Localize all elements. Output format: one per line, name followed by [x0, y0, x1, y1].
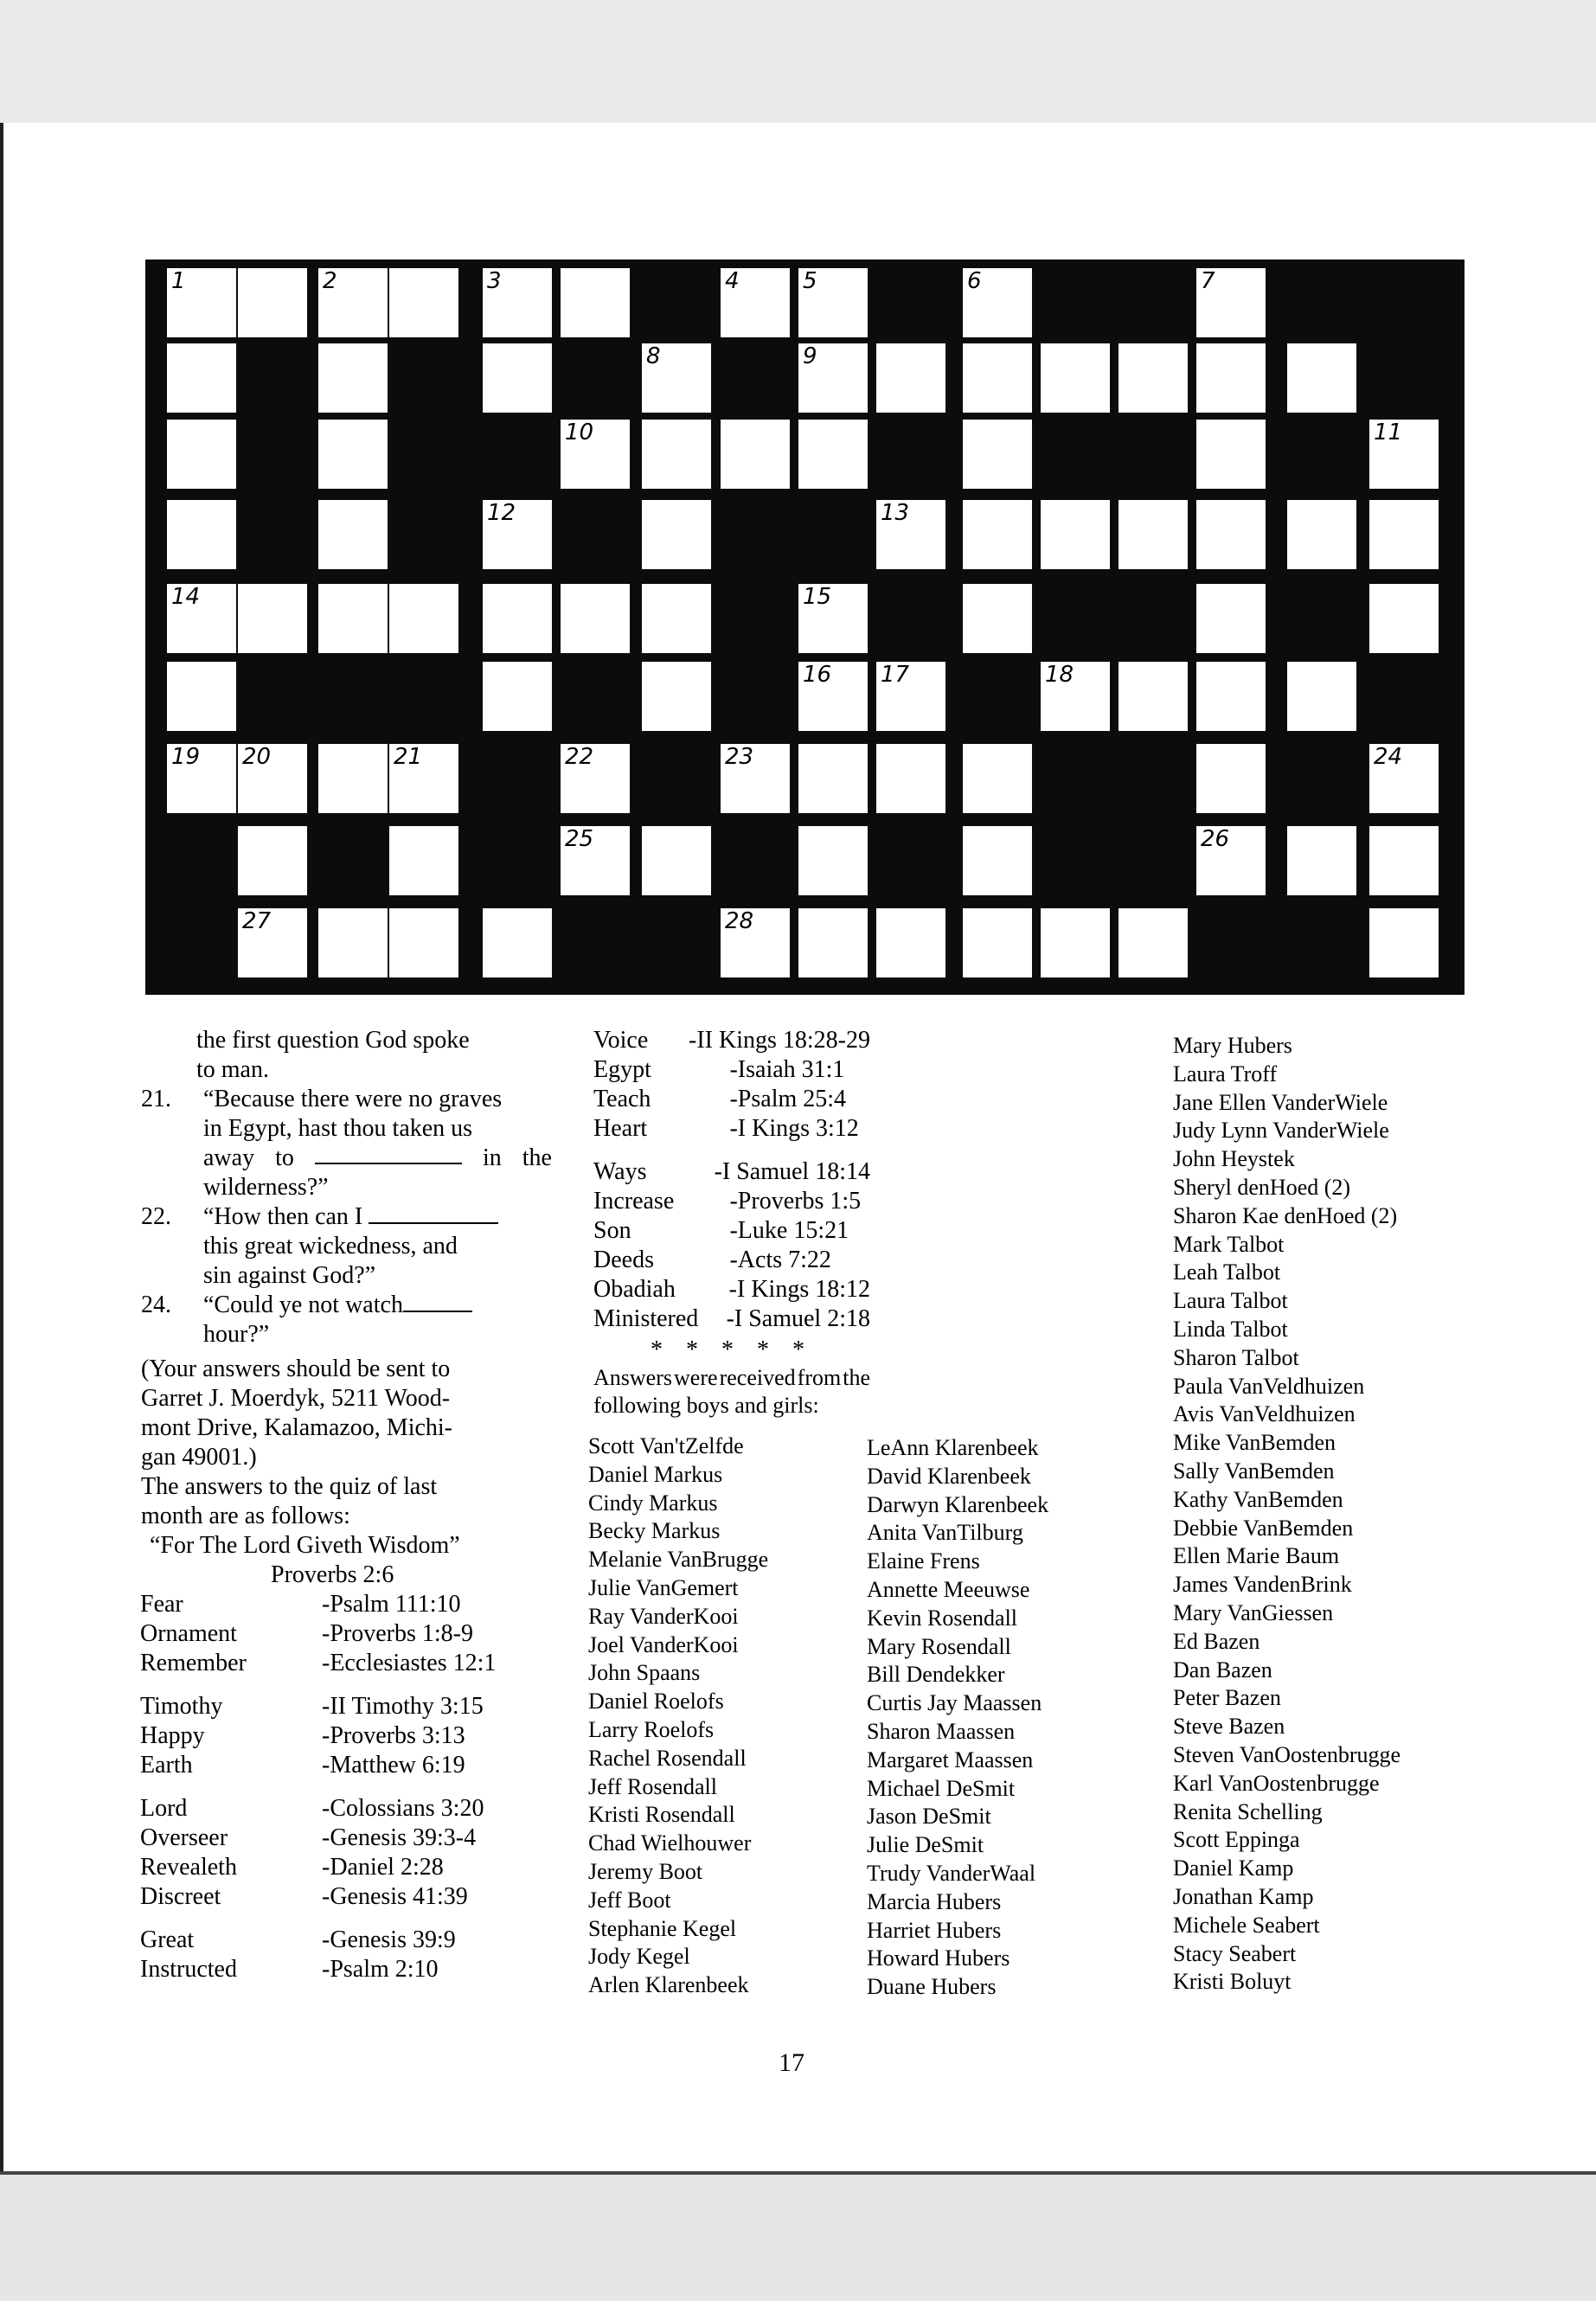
crossword-cell[interactable]: [963, 420, 1032, 489]
crossword-cell[interactable]: [642, 662, 711, 731]
crossword-cell[interactable]: [1118, 343, 1188, 413]
clue-number: 25: [565, 826, 594, 852]
quiz-answer-row: [593, 1157, 870, 1187]
page-number: 17: [779, 2048, 804, 2077]
crossword-cell[interactable]: [318, 268, 388, 337]
participant-name: Steve Bazen: [1173, 1714, 1285, 1740]
clue-number: 26: [1201, 826, 1230, 852]
crossword-cell[interactable]: [1287, 500, 1356, 569]
scripture-reference: -Daniel 2:28: [322, 1854, 444, 1881]
participant-name: Avis VanVeldhuizen: [1173, 1401, 1356, 1427]
scripture-reference: -Isaiah 31:1: [729, 1056, 845, 1083]
crossword-cell[interactable]: [238, 584, 307, 653]
participant-name: Ellen Marie Baum: [1173, 1543, 1340, 1569]
participant-name: Darwyn Klarenbeek: [867, 1491, 1049, 1517]
quiz-answer-row: [140, 1751, 552, 1780]
answer-word: Remember: [140, 1650, 247, 1676]
clue-21-line: away to in the: [203, 1144, 552, 1171]
participant-name: Arlen Klarenbeek: [588, 1972, 749, 1998]
participant-name: Sharon Talbot: [1173, 1344, 1299, 1370]
quiz-answer-row: [593, 1085, 870, 1114]
quiz-answer-row: [140, 1853, 552, 1882]
participant-name: Rachel Rosendall: [588, 1745, 747, 1771]
quiz-answer-row: [140, 1794, 552, 1823]
clue-number: 8: [646, 343, 661, 369]
clue-22-line: sin against God?”: [203, 1262, 376, 1289]
scripture-reference: -Psalm 2:10: [322, 1956, 439, 1983]
participant-name: Scott Eppinga: [1173, 1827, 1300, 1853]
participant-name: Bill Dendekker: [867, 1662, 1005, 1688]
crossword-cell[interactable]: [1041, 500, 1110, 569]
scripture-reference: -II Kings 18:28-29: [689, 1027, 870, 1054]
clue-number: 3: [487, 268, 502, 294]
participant-name: Linda Talbot: [1173, 1316, 1288, 1342]
quiz-answer-list: [140, 1590, 552, 1984]
participant-name: James VandenBrink: [1173, 1572, 1352, 1598]
clue-22-line: 22. “How then can I: [141, 1202, 552, 1232]
participant-name: Ed Bazen: [1173, 1628, 1260, 1654]
crossword-cell[interactable]: [963, 584, 1032, 653]
participant-name: Mary Hubers: [1173, 1033, 1292, 1058]
crossword-cell[interactable]: [1041, 662, 1110, 731]
answer-word: Heart: [593, 1115, 648, 1142]
participant-name: Marcia Hubers: [867, 1888, 1002, 1914]
crossword-cell[interactable]: [318, 500, 388, 569]
crossword-cell[interactable]: [963, 744, 1032, 813]
crossword-cell[interactable]: [483, 584, 552, 653]
address-line: (Your answers should be sent to: [141, 1356, 451, 1382]
scripture-reference: -Genesis 39:9: [322, 1926, 456, 1953]
participant-name: John Spaans: [588, 1660, 701, 1686]
participant-name: Melanie VanBrugge: [588, 1547, 769, 1573]
crossword-cell[interactable]: [798, 584, 868, 653]
crossword-cell[interactable]: [798, 826, 868, 895]
participant-name: Cindy Markus: [588, 1490, 718, 1516]
crossword-cell[interactable]: [876, 500, 945, 569]
answer-word: Egypt: [593, 1056, 651, 1083]
quiz-answer-row: [140, 1590, 552, 1619]
participant-name: Sharon Kae denHoed (2): [1173, 1202, 1398, 1228]
participant-name: Sharon Maassen: [867, 1718, 1016, 1744]
answer-blank: [403, 1292, 472, 1312]
clue-number: 28: [725, 908, 754, 934]
quiz-title: “For The Lord Giveth Wisdom”: [150, 1532, 460, 1559]
name-list: [1173, 1032, 1401, 1997]
answer-word: Ornament: [140, 1620, 237, 1647]
crossword-cell[interactable]: [1041, 343, 1110, 413]
crossword-cell[interactable]: [1196, 500, 1266, 569]
participant-name: Jane Ellen VanderWiele: [1173, 1089, 1388, 1115]
crossword-cell[interactable]: [1196, 268, 1266, 337]
quiz-answer-row: [593, 1026, 870, 1055]
participant-name: Debbie VanBemden: [1173, 1515, 1354, 1541]
clues-column: [141, 1026, 552, 1984]
participant-name: Curtis Jay Maassen: [867, 1690, 1042, 1716]
clue-number: 5: [803, 268, 817, 294]
crossword-cell[interactable]: [561, 826, 630, 895]
crossword-cell[interactable]: [721, 908, 790, 977]
crossword-cell[interactable]: [1287, 343, 1356, 413]
crossword-grid: [145, 260, 1465, 995]
clue-number: 27: [242, 908, 272, 934]
clue-21-line: 21. “Because there were no graves: [141, 1086, 503, 1112]
scan-margin-bottom: [0, 2175, 1596, 2301]
scripture-reference: -Genesis 41:39: [322, 1883, 468, 1910]
answer-blank: [369, 1203, 498, 1224]
answer-word: Voice: [593, 1027, 649, 1054]
participant-name: Mike VanBemden: [1173, 1430, 1336, 1456]
crossword-cell[interactable]: [1196, 744, 1266, 813]
participant-name: Kristi Rosendall: [588, 1802, 735, 1828]
answer-word: Ways: [593, 1158, 647, 1185]
crossword-cell[interactable]: [1287, 826, 1356, 895]
answer-word: Ministered: [593, 1305, 699, 1332]
participant-name: Judy Lynn VanderWiele: [1173, 1118, 1389, 1144]
participant-name: Steven VanOostenbrugge: [1173, 1741, 1401, 1767]
scripture-reference: -I Kings 3:12: [729, 1115, 859, 1142]
clue-number: 17: [881, 662, 910, 688]
participant-name: Ray VanderKooi: [588, 1603, 739, 1629]
participant-name: Daniel Markus: [588, 1461, 723, 1487]
participant-name: Larry Roelofs: [588, 1716, 715, 1742]
clue-number: 14: [171, 584, 201, 610]
crossword-cell[interactable]: [963, 268, 1032, 337]
crossword-cell[interactable]: [167, 420, 236, 489]
participant-name: Sally VanBemden: [1173, 1458, 1335, 1484]
clue-number: 1: [171, 268, 186, 294]
clue-number: 15: [803, 584, 832, 610]
participant-name: Chad Wielhouwer: [588, 1830, 752, 1856]
crossword-cell[interactable]: [798, 420, 868, 489]
participant-name: Paula VanVeldhuizen: [1173, 1373, 1365, 1399]
scripture-reference: -Proverbs 1:5: [729, 1188, 862, 1215]
quiz-answer-row: [140, 1649, 552, 1678]
answers-column: [593, 1026, 870, 1419]
crossword-cell[interactable]: [963, 500, 1032, 569]
clue-number: 22: [565, 744, 594, 770]
crossword-cell[interactable]: [642, 343, 711, 413]
name-list: [588, 1433, 768, 2000]
quiz-answer-row: [593, 1216, 870, 1246]
participant-name: Becky Markus: [588, 1518, 721, 1544]
crossword-cell[interactable]: [798, 268, 868, 337]
participant-name: LeAnn Klarenbeek: [867, 1435, 1039, 1460]
scripture-reference: -I Samuel 18:14: [714, 1158, 870, 1185]
participant-name: Elaine Frens: [867, 1548, 980, 1574]
clue-24-line: hour?”: [203, 1321, 270, 1348]
answer-word: Deeds: [593, 1247, 654, 1273]
participant-name: Laura Talbot: [1173, 1288, 1288, 1314]
participant-name: Laura Troff: [1173, 1061, 1278, 1086]
crossword-cell[interactable]: [798, 908, 868, 977]
answer-word: Increase: [593, 1188, 675, 1215]
crossword-cell[interactable]: [483, 662, 552, 731]
crossword-cell[interactable]: [876, 744, 945, 813]
quiz-answer-row: [593, 1275, 870, 1304]
clue-intro-line: to man.: [196, 1056, 269, 1083]
crossword-cell[interactable]: [167, 584, 236, 653]
participant-name: Dan Bazen: [1173, 1657, 1272, 1682]
participant-name: Mary Rosendall: [867, 1633, 1011, 1659]
participant-name: Annette Meeuwse: [867, 1576, 1030, 1602]
crossword-cell[interactable]: [1369, 420, 1439, 489]
crossword-cell[interactable]: [1041, 908, 1110, 977]
scripture-reference: -I Kings 18:12: [728, 1276, 870, 1303]
participant-name: Jeff Boot: [588, 1887, 671, 1913]
crossword-cell[interactable]: [642, 500, 711, 569]
quiz-answer-row: [593, 1246, 870, 1275]
participant-name: Daniel Kamp: [1173, 1856, 1294, 1881]
answer-word: Teach: [593, 1086, 651, 1112]
clue-number: 13: [881, 500, 910, 526]
crossword-cell[interactable]: [1196, 343, 1266, 413]
crossword-cell[interactable]: [1369, 744, 1439, 813]
participant-name: Karl VanOostenbrugge: [1173, 1770, 1380, 1796]
participant-name: Duane Hubers: [867, 1974, 997, 2000]
scripture-reference: -Genesis 39:3-4: [322, 1824, 477, 1851]
quiz-answer-row: [140, 1882, 552, 1912]
clue-number: 18: [1045, 662, 1074, 688]
crossword-cell[interactable]: [167, 500, 236, 569]
crossword-cell[interactable]: [1196, 662, 1266, 731]
crossword-cell[interactable]: [798, 343, 868, 413]
answer-word: Great: [140, 1926, 195, 1953]
scripture-reference: -Ecclesiastes 12:1: [322, 1650, 497, 1676]
clue-number: 21: [394, 744, 423, 770]
quiz-answer-row: [140, 1823, 552, 1853]
quiz-answer-row: [593, 1304, 870, 1334]
received-intro-line: following boys and girls:: [593, 1393, 819, 1418]
scripture-reference: -I Samuel 2:18: [726, 1305, 870, 1332]
crossword-cell[interactable]: [561, 744, 630, 813]
crossword-cell[interactable]: [1118, 500, 1188, 569]
crossword-cell[interactable]: [1118, 908, 1188, 977]
participant-name: John Heystek: [1173, 1146, 1295, 1172]
clue-number: 24: [1374, 744, 1403, 770]
answer-word: Discreet: [140, 1883, 221, 1910]
answer-blank: [315, 1144, 462, 1164]
participant-name: Renita Schelling: [1173, 1798, 1323, 1824]
crossword-cell[interactable]: [798, 662, 868, 731]
participant-name: Anita VanTilburg: [867, 1520, 1023, 1546]
clue-number: 16: [803, 662, 832, 688]
crossword-cell[interactable]: [238, 268, 307, 337]
address-line: gan 49001.): [141, 1444, 257, 1471]
participant-name: David Klarenbeek: [867, 1463, 1031, 1489]
quiz-answer-row: [140, 1721, 552, 1751]
crossword-cell[interactable]: [167, 343, 236, 413]
crossword-cell[interactable]: [642, 826, 711, 895]
crossword-cell[interactable]: [721, 744, 790, 813]
scripture-reference: -Proverbs 3:13: [322, 1722, 465, 1749]
quiz-answer-list: [593, 1026, 870, 1334]
crossword-cell[interactable]: [1196, 826, 1266, 895]
crossword-cell[interactable]: [721, 268, 790, 337]
page-edge-left: [0, 123, 3, 2175]
section-divider: * * * * *: [651, 1336, 813, 1363]
crossword-cell[interactable]: [963, 343, 1032, 413]
answer-word: Timothy: [140, 1693, 223, 1720]
answer-word: Revealeth: [140, 1854, 237, 1881]
received-intro-line: Answers were received from the: [593, 1365, 870, 1390]
participant-name: Margaret Maassen: [867, 1747, 1034, 1772]
participant-name: Kevin Rosendall: [867, 1605, 1018, 1631]
answers-intro-line: month are as follows:: [141, 1503, 350, 1529]
crossword-cell[interactable]: [876, 662, 945, 731]
clue-24-line: 24. “Could ye not watch: [141, 1291, 552, 1320]
quiz-answer-row: [593, 1114, 870, 1144]
participant-name: Sheryl denHoed (2): [1173, 1174, 1351, 1200]
participant-name: Joel VanderKooi: [588, 1631, 739, 1657]
crossword-cell[interactable]: [238, 908, 307, 977]
crossword-cell[interactable]: [642, 584, 711, 653]
crossword-cell[interactable]: [389, 268, 458, 337]
answer-word: Obadiah: [593, 1276, 676, 1303]
answers-intro-line: The answers to the quiz of last: [141, 1473, 438, 1500]
clue-number: 19: [171, 744, 201, 770]
crossword-cell[interactable]: [389, 826, 458, 895]
participant-name: Michael DeSmit: [867, 1775, 1016, 1801]
scripture-reference: -Luke 15:21: [729, 1217, 849, 1244]
scripture-reference: -Psalm 25:4: [729, 1086, 847, 1112]
participant-name: Daniel Roelofs: [588, 1689, 724, 1715]
participant-name: Jason DeSmit: [867, 1804, 991, 1830]
scripture-reference: -Psalm 111:10: [322, 1591, 461, 1618]
crossword-cell[interactable]: [318, 908, 388, 977]
crossword-cell[interactable]: [1196, 420, 1266, 489]
crossword-cell[interactable]: [483, 343, 552, 413]
participant-name: Mary VanGiessen: [1173, 1599, 1334, 1625]
participant-name: Jeff Rosendall: [588, 1773, 717, 1799]
crossword-cell[interactable]: [389, 908, 458, 977]
clue-number: 12: [487, 500, 516, 526]
scripture-reference: -II Timothy 3:15: [322, 1693, 484, 1720]
clue-number: 20: [242, 744, 272, 770]
name-list: [867, 1434, 1048, 2002]
crossword-cell[interactable]: [1196, 584, 1266, 653]
answer-word: Son: [593, 1217, 631, 1244]
quiz-answer-row: [140, 1692, 552, 1721]
participant-name: Harriet Hubers: [867, 1917, 1002, 1943]
participant-name: Peter Bazen: [1173, 1685, 1281, 1711]
crossword-cell[interactable]: [963, 826, 1032, 895]
clue-number: 6: [967, 268, 982, 294]
clue-22-line: this great wickedness, and: [203, 1233, 458, 1259]
crossword-cell[interactable]: [483, 268, 552, 337]
quiz-answer-row: [593, 1187, 870, 1216]
participant-name: Leah Talbot: [1173, 1259, 1281, 1285]
crossword-cell[interactable]: [238, 744, 307, 813]
crossword-cell[interactable]: [1369, 584, 1439, 653]
address-line: mont Drive, Kalamazoo, Michi-: [141, 1414, 453, 1441]
clue-number: 4: [725, 268, 740, 294]
crossword-cell[interactable]: [167, 268, 236, 337]
answer-word: Lord: [140, 1795, 188, 1822]
participant-name: Julie DeSmit: [867, 1832, 984, 1858]
participant-name: Jonathan Kamp: [1173, 1883, 1314, 1909]
crossword-cell[interactable]: [876, 343, 945, 413]
crossword-cell[interactable]: [561, 268, 630, 337]
participant-name: Jeremy Boot: [588, 1858, 703, 1884]
crossword-cell[interactable]: [238, 826, 307, 895]
crossword-cell[interactable]: [483, 500, 552, 569]
scan-margin-top: [0, 0, 1596, 123]
crossword-cell[interactable]: [318, 343, 388, 413]
crossword-cell[interactable]: [642, 420, 711, 489]
address-line: Garret J. Moerdyk, 5211 Wood-: [141, 1385, 451, 1412]
crossword-cell[interactable]: [721, 420, 790, 489]
answer-word: Happy: [140, 1722, 205, 1749]
clue-21-line: wilderness?”: [203, 1174, 329, 1201]
answer-word: Instructed: [140, 1956, 237, 1983]
clue-intro-line: the first question God spoke: [196, 1027, 470, 1054]
quiz-answer-row: [140, 1955, 552, 1984]
quiz-answer-row: [140, 1619, 552, 1649]
crossword-cell[interactable]: [167, 662, 236, 731]
clue-number: 23: [725, 744, 754, 770]
crossword-cell[interactable]: [318, 744, 388, 813]
answer-word: Fear: [140, 1591, 183, 1618]
crossword-cell[interactable]: [318, 420, 388, 489]
crossword-cell[interactable]: [963, 908, 1032, 977]
crossword-cell[interactable]: [483, 908, 552, 977]
participant-name: Kathy VanBemden: [1173, 1486, 1343, 1512]
participant-name: Howard Hubers: [867, 1945, 1010, 1971]
crossword-cell[interactable]: [1369, 908, 1439, 977]
clue-number: 7: [1201, 268, 1215, 294]
quiz-answer-row: [593, 1055, 870, 1085]
scripture-reference: -Matthew 6:19: [322, 1752, 465, 1779]
participant-name: Scott Van'tZelfde: [588, 1433, 744, 1458]
participant-name: Stephanie Kegel: [588, 1915, 737, 1941]
answer-word: Earth: [140, 1752, 193, 1779]
clue-number: 9: [803, 343, 817, 369]
participant-name: Kristi Boluyt: [1173, 1969, 1292, 1995]
crossword-cell[interactable]: [561, 584, 630, 653]
quiz-answer-row: [140, 1926, 552, 1955]
participant-name: Julie VanGemert: [588, 1574, 739, 1600]
clue-number: 2: [323, 268, 337, 294]
scripture-reference: -Proverbs 1:8-9: [322, 1620, 473, 1647]
crossword-cell[interactable]: [1369, 500, 1439, 569]
participant-name: Mark Talbot: [1173, 1231, 1285, 1257]
crossword-cell[interactable]: [1369, 826, 1439, 895]
clue-21-line: in Egypt, hast thou taken us: [203, 1115, 473, 1142]
participant-name: Michele Seabert: [1173, 1912, 1320, 1938]
participant-name: Jody Kegel: [588, 1944, 690, 1970]
crossword-cell[interactable]: [1118, 662, 1188, 731]
clue-number: 10: [565, 420, 594, 445]
scripture-reference: -Colossians 3:20: [322, 1795, 484, 1822]
crossword-cell[interactable]: [561, 420, 630, 489]
crossword-cell[interactable]: [1287, 662, 1356, 731]
clue-number: 11: [1374, 420, 1403, 445]
crossword-cell[interactable]: [389, 744, 458, 813]
quiz-reference: Proverbs 2:6: [271, 1561, 394, 1588]
participant-name: Stacy Seabert: [1173, 1940, 1297, 1966]
crossword-cell[interactable]: [167, 744, 236, 813]
crossword-cell[interactable]: [798, 744, 868, 813]
crossword-cell[interactable]: [389, 584, 458, 653]
crossword-cell[interactable]: [318, 584, 388, 653]
crossword-cell[interactable]: [876, 908, 945, 977]
answer-word: Overseer: [140, 1824, 228, 1851]
scripture-reference: -Acts 7:22: [729, 1247, 831, 1273]
participant-name: Trudy VanderWaal: [867, 1860, 1036, 1886]
